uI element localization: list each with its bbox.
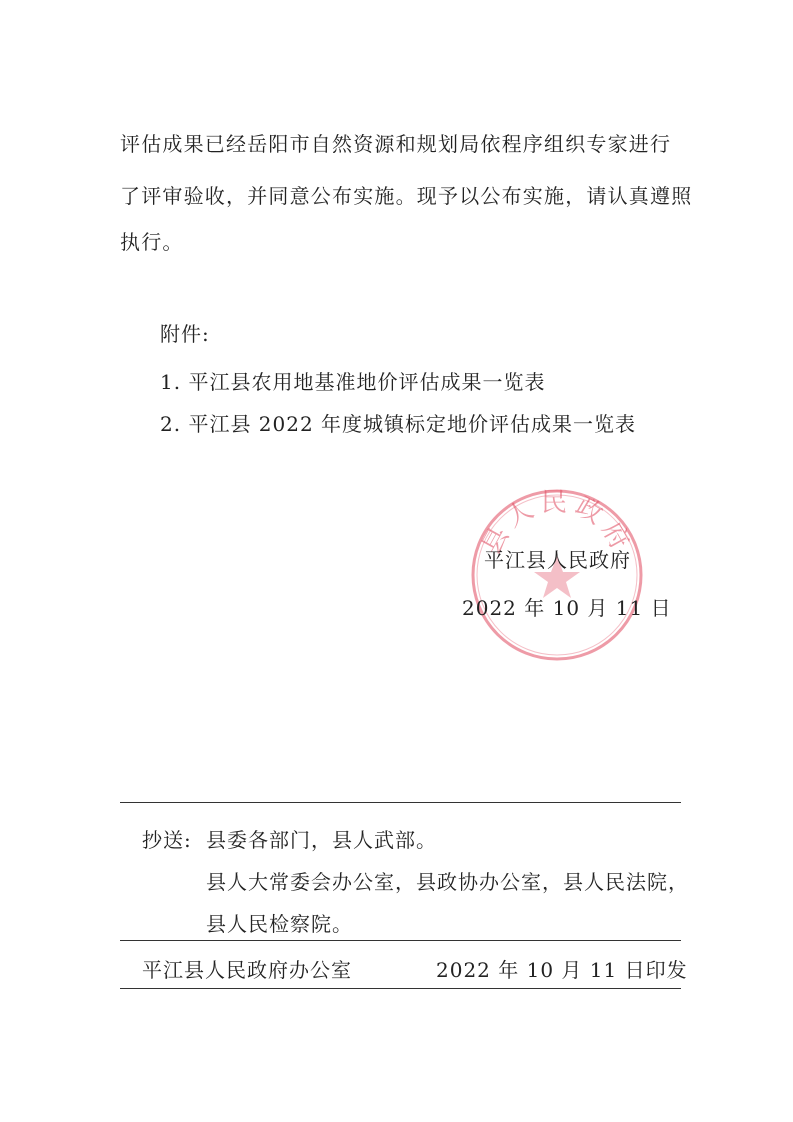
issuer-name: 平江县人民政府 — [484, 548, 631, 572]
top-rule — [120, 802, 681, 803]
issuing-office: 平江县人民政府办公室 — [142, 958, 352, 982]
issue-date: 2022 年 10 月 11 日 — [462, 596, 672, 620]
attachment-item-2: 2. 平江县 2022 年度城镇标定地价评估成果一览表 — [160, 412, 637, 436]
middle-rule — [120, 940, 681, 941]
attachment-item-1: 1. 平江县农用地基准地价评估成果一览表 — [160, 370, 546, 394]
cc-line-2: 县人大常委会办公室，县政协办公室，县人民法院， — [206, 870, 689, 894]
cc-label: 抄送: — [142, 828, 192, 852]
bottom-rule — [120, 988, 681, 989]
official-seal-stamp — [468, 486, 646, 664]
cc-line-3: 县人民检察院。 — [206, 912, 353, 936]
body-text-line-3: 执行。 — [120, 230, 184, 254]
print-date: 2022 年 10 月 11 日印发 — [436, 958, 688, 982]
body-text-line-1: 评估成果已经岳阳市自然资源和规划局依程序组织专家进行 — [120, 132, 672, 156]
attachments-heading: 附件: — [160, 322, 210, 346]
seal-text: 县人民政府 — [476, 488, 638, 560]
body-text-line-2: 了评审验收，并同意公布实施。现予以公布实施，请认真遵照 — [120, 184, 693, 208]
cc-line-1: 县委各部门，县人武部。 — [206, 828, 437, 852]
